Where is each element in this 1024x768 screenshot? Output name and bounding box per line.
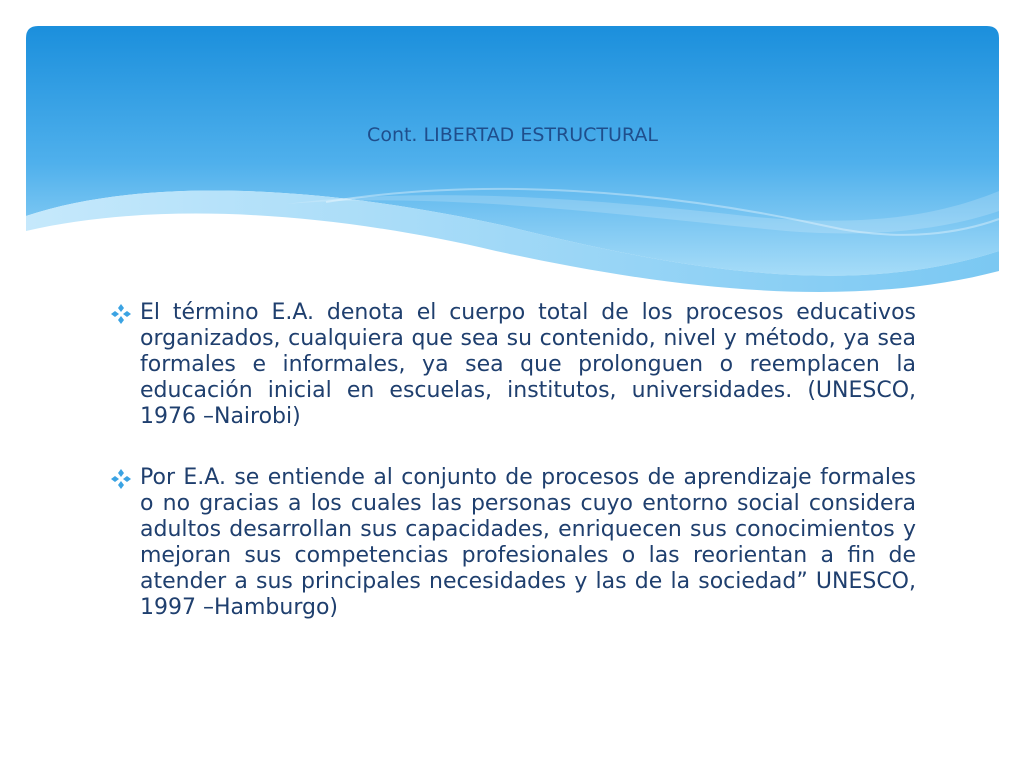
header-wave-graphic — [26, 26, 999, 296]
bullet-item — [110, 465, 916, 621]
header-banner — [26, 26, 999, 296]
diamond-bullet-icon — [110, 303, 132, 325]
bullet-text: Por E.A. se entiende al conjunto de procesos de aprendizaje formales o no gracias a los cuales las personas cuyo entorno social considera adultos desarrollan sus capacidades, enriquecen sus conocimientos y mejoran sus competencias profesionales o las reorientan a fin de atender a sus principales necesidades y las de la sociedad” UNESCO, 1997 –Hamburgo) — [140, 465, 916, 620]
slide-content — [110, 300, 916, 656]
diamond-bullet-icon — [110, 468, 132, 490]
bullet-item — [110, 300, 916, 430]
slide-title: Cont. LIBERTAD ESTRUCTURAL — [367, 124, 658, 146]
bullet-text: El término E.A. denota el cuerpo total de los procesos educativos organizados, cualquiera que sea su contenido, nivel y método, ya sea formales e informales, ya sea que prolonguen o reemplacen la educación inicial en escuelas, institutos, universidades. (UNESCO, 1976 –Nairobi) — [140, 300, 916, 429]
